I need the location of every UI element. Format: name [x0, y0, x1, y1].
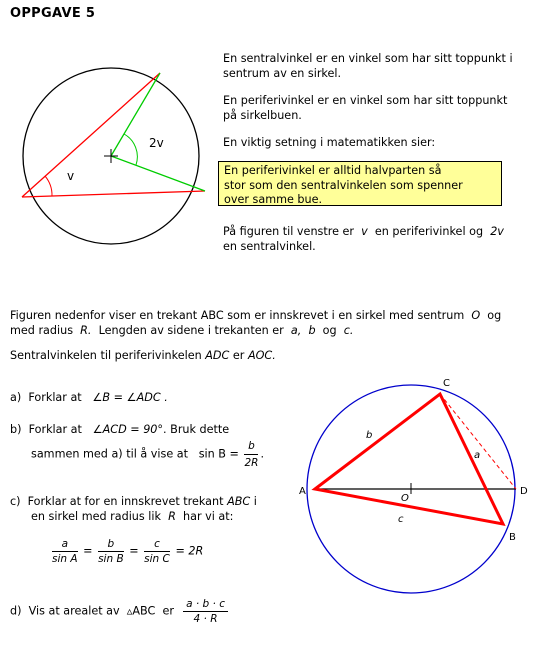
- label-B: B: [509, 532, 516, 543]
- task-c-R: R: [168, 509, 176, 523]
- task-b-label: b): [10, 423, 22, 436]
- task-c-line1: [10, 495, 257, 510]
- frac-a-den: sin A: [52, 553, 78, 565]
- intro-paragraph-2: [223, 94, 507, 123]
- label-a: a: [474, 450, 481, 461]
- desc-line2: [10, 324, 530, 339]
- task-d-label: d): [10, 604, 22, 618]
- label-c: c: [398, 514, 404, 525]
- task-b-line2: [31, 439, 264, 470]
- desc-l3-pre: Sentralvinkelen til periferivinkelen: [10, 349, 202, 362]
- inscribed-triangle-figure: [290, 370, 536, 670]
- angle-arc-2v: [124, 134, 137, 165]
- eq-1: =: [83, 544, 93, 558]
- label-D: D: [520, 486, 528, 497]
- radius-green-lower: [111, 156, 205, 191]
- task-b-line1: [10, 423, 229, 438]
- desc-l2-mid: Lengden av sidene i trekanten er: [98, 323, 284, 337]
- sine-law-formula: [50, 538, 203, 565]
- task-b-text2: . Bruk dette: [163, 423, 230, 436]
- task-b-dot: .: [260, 447, 265, 461]
- p4-pre: På figuren til venstre er: [223, 225, 355, 238]
- task-c-l1-end: i: [253, 495, 257, 508]
- chord-red-upper: [22, 73, 160, 197]
- description: [10, 309, 530, 338]
- desc-l2-og: og: [322, 323, 337, 337]
- frac-c-sinC: [144, 538, 170, 565]
- label-O: O: [401, 493, 409, 504]
- task-a-text: Forklar at: [28, 391, 82, 404]
- eq-2: =: [129, 544, 139, 558]
- intro-paragraph-1: [223, 52, 513, 81]
- chord-red-lower: [22, 191, 205, 197]
- theorem-line3: over samme bue.: [224, 193, 323, 206]
- task-d: [10, 598, 230, 625]
- intro-p2-line2: på sirkelbuen.: [223, 108, 302, 122]
- frac-c-den: sin C: [144, 553, 170, 565]
- task-c-line2: [10, 510, 257, 525]
- page-title: OPPGAVE 5: [10, 6, 96, 21]
- theorem-box: [218, 161, 502, 206]
- task-a-label: a): [10, 391, 22, 404]
- frac-b-den: 2R: [244, 457, 259, 469]
- desc-l1-end: og: [487, 309, 502, 322]
- label-C: C: [443, 378, 450, 389]
- desc-line1: [10, 309, 530, 324]
- label-b: b: [366, 430, 373, 441]
- desc-l1-O: O: [471, 309, 481, 322]
- task-a-expr: ∠B = ∠ADC .: [92, 391, 168, 404]
- angle-arc-v: [45, 176, 52, 196]
- p4-mid: en periferivinkel og: [374, 225, 484, 238]
- intro-p1-line1: En sentralvinkel er en vinkel som har sitt toppunkt i: [223, 52, 513, 65]
- label-v: v: [67, 169, 75, 183]
- task-c: [10, 495, 257, 524]
- task-d-text: Vis at arealet av: [28, 604, 120, 618]
- desc-l2-c: c.: [343, 323, 354, 337]
- theorem-line1: En periferivinkel er alltid halvparten så: [224, 164, 442, 177]
- central-angle-figure: [15, 52, 215, 252]
- frac-area-num: a · b · c: [183, 598, 228, 612]
- task-d-er: er: [162, 604, 174, 618]
- desc-line3: [10, 349, 276, 364]
- desc-l3-AOC: AOC.: [247, 349, 276, 362]
- fraction-b-2R: [244, 439, 258, 470]
- desc-l3-ADC: ADC: [205, 349, 230, 362]
- task-a: [10, 391, 168, 406]
- label-A: A: [299, 486, 306, 497]
- task-c-l2-end: har vi at:: [183, 509, 234, 523]
- intro-paragraph-3: En viktig setning i matematikken sier:: [223, 136, 436, 149]
- frac-b-sinB: [98, 538, 124, 565]
- frac-b-num: b: [244, 439, 258, 455]
- task-b-sin: sin B =: [198, 447, 239, 461]
- task-c-l2-pre: en sirkel med radius lik: [31, 509, 161, 523]
- p4-2v: 2v: [490, 225, 504, 238]
- frac-b2-den: sin B: [98, 553, 124, 565]
- frac-c-num: c: [144, 538, 170, 552]
- desc-l2-pre: med radius: [10, 323, 74, 337]
- frac-area-den: 4 · R: [193, 613, 218, 625]
- intro-paragraph-4: [223, 225, 504, 254]
- task-b-expr: ∠ACD = 90°: [92, 423, 164, 436]
- label-2v: 2v: [149, 136, 164, 150]
- desc-l3-er: er: [232, 349, 245, 362]
- intro-p4-line1: [223, 225, 504, 240]
- desc-l2-b: b: [308, 323, 316, 337]
- desc-l1-pre: Figuren nedenfor viser en trekant ABC som er innskrevet i en sirkel med sentrum: [10, 309, 465, 322]
- task-c-label: c): [10, 495, 21, 508]
- p4-v: v: [361, 225, 368, 238]
- task-b-text: Forklar at: [28, 423, 82, 436]
- theorem-line2: stor som den sentralvinkelen som spenner: [224, 178, 463, 192]
- frac-a-sinA: [52, 538, 78, 565]
- frac-area: [183, 598, 228, 625]
- frac-a-num: a: [52, 538, 78, 552]
- intro-p4-line2: en sentralvinkel.: [223, 239, 316, 253]
- eq-rhs: = 2R: [175, 544, 204, 558]
- task-d-triangle: ▵ABC: [126, 604, 156, 618]
- frac-b2-num: b: [98, 538, 124, 552]
- task-c-ABC: ABC: [227, 495, 251, 508]
- desc-l2-a: a,: [290, 323, 302, 337]
- intro-p2-line1: En periferivinkel er en vinkel som har sitt toppunkt: [223, 94, 508, 107]
- task-b-line2-text: sammen med a) til å vise at: [31, 447, 189, 461]
- task-c-l1-pre: Forklar at for en innskrevet trekant: [27, 495, 224, 508]
- intro-p1-line2: sentrum av en sirkel.: [223, 66, 342, 80]
- desc-l2-R: R.: [80, 323, 92, 337]
